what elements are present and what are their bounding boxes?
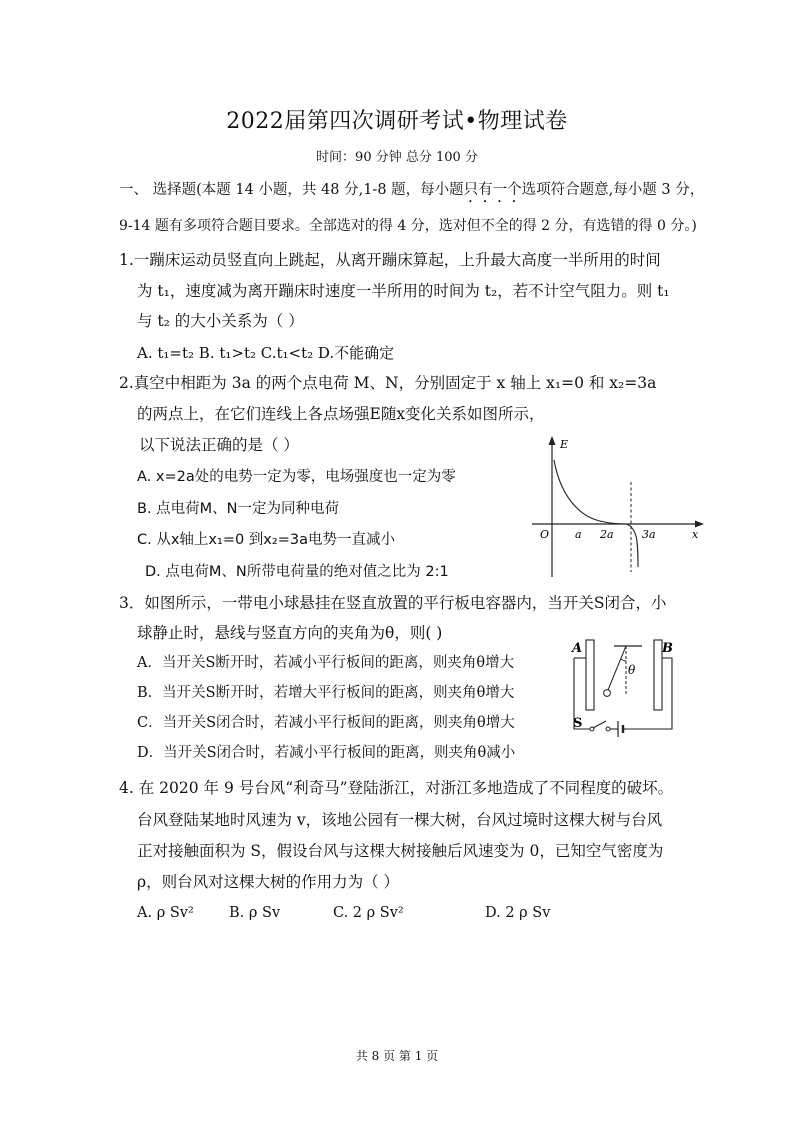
q1-options: A. t₁=t₂ B. t₁>t₂ C.t₁<t₂ D.不能确定 — [137, 344, 395, 362]
section-instructions-line1 — [119, 180, 704, 206]
graph-tick-3a: 3a — [642, 528, 656, 541]
q3-option-b: B．当开关S断开时，若增大平行板间的距离，则夹角θ增大 — [137, 685, 515, 701]
plate-a-label: A — [572, 641, 583, 656]
q3-stem-line1: 3．如图所示，一带电小球悬挂在竖直放置的平行板电容器内，当开关S闭合，小 — [119, 594, 667, 612]
charged-ball — [604, 690, 611, 697]
q1-stem-line3: 与 t₂ 的大小关系为（ ） — [137, 312, 304, 330]
graph-curve-negative — [626, 524, 638, 567]
graph-tick-a: a — [575, 528, 582, 541]
q1-stem-line2: 为 t₁，速度减为离开蹦床时速度一半所用的时间为 t₂，若不计空气阻力。则 t₁ — [137, 282, 670, 300]
q3-option-d: D．当开关S闭合时，若减小平行板间的距离，则夹角θ减小 — [137, 745, 516, 761]
plate-b — [654, 640, 662, 710]
q2-option-c: C. 从x轴上x₁=0 到x₂=3a电势一直减小 — [137, 532, 395, 548]
instructions-part1: 一、 选择题(本题 14 小题，共 48 分,1-8 题，每小题 — [119, 182, 464, 198]
q4-option-a: A. ρ Sv² — [137, 905, 194, 921]
angle-arc — [621, 659, 626, 661]
graph-x-label: x — [692, 528, 699, 541]
switch-contact-right — [606, 727, 610, 731]
instructions-emphasis: 只有一个 — [463, 182, 522, 198]
q2-field-graph — [530, 432, 710, 582]
graph-y-arrow — [549, 436, 556, 445]
q3-option-a: A．当开关S断开时，若减小平行板间的距离，则夹角θ增大 — [137, 655, 515, 671]
plate-a — [586, 640, 594, 710]
q2-stem-line1: 2.真空中相距为 3a 的两个点电荷 M、N，分别固定于 x 轴上 x₁=0 和 x₂=3a — [119, 374, 657, 392]
graph-y-label: E — [560, 438, 569, 451]
q3-capacitor-figure — [568, 632, 698, 747]
q2-option-a: A. x=2a处的电势一定为零，电场强度也一定为零 — [137, 469, 456, 485]
switch-label: S — [573, 716, 583, 731]
instructions-part2: 选项符合题意,每小题 3 分， — [521, 182, 705, 198]
q4-option-b: B. ρ Sv — [229, 905, 281, 921]
q2-option-b: B. 点电荷M、N一定为同种电荷 — [137, 501, 340, 517]
graph-x-arrow — [695, 521, 704, 528]
angle-label: θ — [628, 663, 636, 677]
exam-info: 时间：90 分钟 总分 100 分 — [316, 150, 478, 165]
page-title: 2022届第四次调研考试•物理试卷 — [226, 109, 568, 134]
plate-b-label: B — [662, 641, 673, 656]
q2-stem-line3: 以下说法正确的是（ ） — [139, 436, 299, 454]
graph-origin-label: O — [540, 528, 550, 541]
q2-stem-line2: 的两点上，在它们连线上各点场强E随x变化关系如图所示， — [137, 405, 545, 423]
q3-option-c: C．当开关S闭合时，若减小平行板间的距离，则夹角θ增大 — [137, 715, 515, 731]
q4-stem-line1: 4. 在 2020 年 9 号台风“利奇马”登陆浙江，对浙江多地造成了不同程度的破坏。 — [119, 779, 674, 797]
q3-stem-line2: 球静止时，悬线与竖直方向的夹角为θ，则( ) — [137, 624, 443, 642]
q4-stem-line4: ρ，则台风对这棵大树的作用力为（ ） — [137, 873, 400, 891]
section-instructions-line2: 9-14 题有多项符合题目要求。全部选对的得 4 分，选对但不全的得 2 分，有选错的得 0 分。) — [119, 218, 697, 234]
q4-stem-line2: 台风登陆某地时风速为 v，该地公园有一棵大树，台风过境时这棵大树与台风 — [137, 811, 663, 829]
graph-curve-positive — [554, 460, 626, 524]
q4-option-c: C. 2 ρ Sv² — [333, 905, 404, 921]
page-footer: 共 8 页 第 1 页 — [355, 1049, 439, 1063]
suspension-thread — [608, 646, 626, 690]
switch-blade — [593, 721, 606, 728]
q4-option-d: D. 2 ρ Sv — [485, 905, 551, 921]
q2-option-d: D. 点电荷M、N所带电荷量的绝对值之比为 2:1 — [145, 564, 449, 580]
q1-stem-line1: 1.一蹦床运动员竖直向上跳起，从离开蹦床算起，上升最大高度一半所用的时间 — [119, 251, 661, 269]
q4-stem-line3: 正对接触面积为 S，假设台风与这棵大树接触后风速变为 0，已知空气密度为 — [137, 842, 664, 860]
graph-tick-2a: 2a — [600, 528, 614, 541]
